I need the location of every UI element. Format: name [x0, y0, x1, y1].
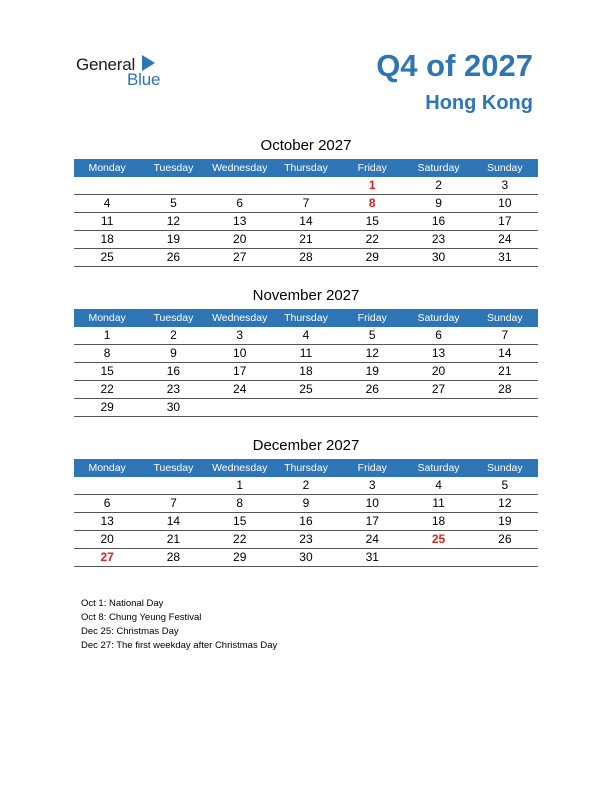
day-cell: 14: [299, 214, 313, 228]
day-cell: 8: [103, 346, 111, 360]
weekday-header: [74, 159, 538, 177]
day-cell: [405, 549, 471, 566]
day-cell: 8: [236, 496, 244, 510]
weekday-label: Sunday: [487, 162, 523, 174]
week-row: [74, 381, 538, 399]
day-cell: 3: [368, 478, 376, 492]
day-cell: 24: [233, 382, 247, 396]
day-cell: 26: [166, 250, 181, 264]
day-cell: 9: [302, 496, 310, 510]
day-cell: 24: [365, 532, 379, 546]
page-title: Q4 of 2027: [376, 48, 533, 83]
day-cell: 19: [498, 514, 512, 528]
day-cell: 4: [302, 328, 310, 342]
day-cell: 28: [498, 382, 512, 396]
week-row: [74, 345, 538, 363]
weekday-label: Saturday: [417, 462, 460, 474]
holiday-day-cell: 1: [368, 178, 376, 192]
weekday-label: Tuesday: [153, 162, 194, 174]
day-cell: 3: [236, 328, 244, 342]
day-cell: 31: [498, 250, 512, 264]
holiday-note: Oct 8: Chung Yeung Festival: [81, 612, 202, 623]
weekday-label: Wednesday: [212, 462, 268, 474]
day-cell: 6: [236, 196, 244, 210]
day-cell: 29: [233, 550, 247, 564]
weekday-label: Sunday: [487, 462, 523, 474]
weekday-label: Saturday: [417, 162, 460, 174]
day-cell: 5: [170, 196, 177, 210]
logo-blue-text: Blue: [127, 70, 161, 89]
day-cell: 11: [100, 214, 114, 228]
day-cell: 23: [431, 232, 446, 246]
day-cell: 6: [435, 328, 442, 342]
day-cell: [207, 399, 273, 416]
day-cell: 12: [498, 496, 512, 510]
day-cell: 3: [501, 178, 509, 192]
holiday-note: Dec 25: Christmas Day: [81, 626, 179, 637]
day-cell: 31: [365, 550, 379, 564]
calendar-grid: [74, 459, 538, 567]
week-row: [74, 513, 538, 531]
day-cell: 26: [365, 382, 379, 396]
weekday-label: Friday: [357, 312, 387, 324]
month-title: December 2027: [252, 437, 360, 454]
day-cell: 29: [100, 400, 114, 414]
day-cell: 9: [435, 196, 442, 210]
day-cell: 16: [431, 214, 446, 228]
day-cell: 21: [166, 532, 181, 546]
holiday-day-cell: 8: [368, 196, 376, 210]
weekday-label: Wednesday: [212, 312, 268, 324]
day-cell: 18: [100, 232, 114, 246]
day-cell: [339, 399, 405, 416]
region-title: Hong Kong: [425, 92, 533, 114]
day-cell: 4: [103, 196, 111, 210]
day-cell: 21: [299, 232, 313, 246]
day-cell: 15: [233, 514, 247, 528]
day-cell: 10: [365, 496, 379, 510]
month-title: November 2027: [252, 287, 360, 304]
day-cell: 15: [365, 214, 379, 228]
calendar-grid: [74, 309, 538, 417]
week-row: [74, 477, 538, 495]
week-row: [74, 327, 538, 345]
logo-flag-icon: [142, 55, 155, 71]
day-cell: 7: [501, 328, 509, 342]
day-cell: 18: [431, 514, 446, 528]
day-cell: 28: [299, 250, 313, 264]
day-cell: 20: [431, 364, 446, 378]
day-cell: 16: [299, 514, 313, 528]
day-cell: 13: [100, 514, 114, 528]
week-row: [74, 195, 538, 213]
day-cell: 19: [166, 232, 181, 246]
day-cell: 15: [100, 364, 114, 378]
day-cell: 17: [498, 214, 512, 228]
holiday-note: Dec 27: The first weekday after Christmas Day: [81, 640, 278, 651]
logo: [76, 53, 176, 89]
holiday-note: Oct 1: National Day: [81, 598, 164, 609]
day-cell: 13: [431, 346, 446, 360]
weekday-label: Tuesday: [153, 462, 194, 474]
weekday-label: Thursday: [284, 162, 328, 174]
day-cell: 24: [498, 232, 512, 246]
day-cell: 17: [365, 514, 379, 528]
day-cell: 11: [299, 346, 313, 360]
day-cell: [207, 177, 273, 194]
week-row: [74, 363, 538, 381]
day-cell: 17: [233, 364, 247, 378]
day-cell: 12: [365, 346, 379, 360]
day-cell: 14: [166, 514, 181, 528]
week-row: [74, 231, 538, 249]
weekday-label: Monday: [88, 462, 126, 474]
day-cell: [472, 399, 538, 416]
week-row: [74, 399, 538, 417]
weekday-header: [74, 309, 538, 327]
weekday-label: Sunday: [487, 312, 523, 324]
day-cell: 20: [233, 232, 247, 246]
day-cell: 23: [166, 382, 181, 396]
day-cell: 7: [170, 496, 177, 510]
day-cell: 5: [501, 478, 509, 492]
day-cell: [273, 177, 339, 194]
day-cell: 1: [103, 328, 111, 342]
day-cell: 9: [170, 346, 177, 360]
day-cell: [405, 399, 471, 416]
day-cell: 2: [302, 478, 310, 492]
weekday-label: Friday: [357, 462, 387, 474]
day-cell: 25: [299, 382, 313, 396]
weekday-label: Tuesday: [153, 312, 194, 324]
day-cell: 19: [365, 364, 379, 378]
day-cell: 30: [299, 550, 313, 564]
month-october: [74, 136, 538, 267]
day-cell: 27: [233, 250, 247, 264]
day-cell: 26: [498, 532, 512, 546]
day-cell: 22: [100, 382, 114, 396]
logo-general-text: General: [76, 55, 136, 74]
day-cell: [74, 477, 140, 494]
week-row: [74, 549, 538, 567]
weekday-header: [74, 459, 538, 477]
day-cell: 11: [432, 496, 445, 510]
day-cell: 13: [233, 214, 247, 228]
day-cell: 16: [166, 364, 181, 378]
week-row: [74, 213, 538, 231]
day-cell: 21: [498, 364, 512, 378]
day-cell: 18: [299, 364, 313, 378]
day-cell: 2: [435, 178, 442, 192]
day-cell: 22: [365, 232, 379, 246]
day-cell: 10: [233, 346, 247, 360]
day-cell: 30: [431, 250, 446, 264]
week-row: [74, 177, 538, 195]
day-cell: [74, 177, 140, 194]
holiday-notes: [81, 597, 277, 653]
weekday-label: Thursday: [284, 462, 328, 474]
holiday-day-cell: 25: [431, 532, 446, 546]
day-cell: [273, 399, 339, 416]
day-cell: 20: [100, 532, 114, 546]
day-cell: 14: [498, 346, 512, 360]
day-cell: [140, 177, 206, 194]
weekday-label: Thursday: [284, 312, 328, 324]
day-cell: 23: [299, 532, 313, 546]
day-cell: 28: [166, 550, 181, 564]
day-cell: 1: [236, 478, 244, 492]
month-november: [74, 286, 538, 417]
day-cell: [472, 549, 538, 566]
week-row: [74, 249, 538, 267]
weekday-label: Saturday: [417, 312, 460, 324]
day-cell: 27: [431, 382, 446, 396]
day-cell: 2: [170, 328, 177, 342]
week-row: [74, 531, 538, 549]
weekday-label: Wednesday: [212, 162, 268, 174]
weekday-label: Monday: [88, 312, 126, 324]
day-cell: 22: [233, 532, 247, 546]
day-cell: 25: [100, 250, 114, 264]
weekday-label: Monday: [88, 162, 126, 174]
day-cell: 10: [498, 196, 512, 210]
holiday-day-cell: 27: [100, 550, 114, 564]
day-cell: 30: [166, 400, 181, 414]
day-cell: 5: [368, 328, 376, 342]
month-title: October 2027: [260, 137, 352, 154]
day-cell: 4: [435, 478, 442, 492]
day-cell: 29: [365, 250, 379, 264]
day-cell: 12: [166, 214, 181, 228]
month-december: [74, 436, 538, 567]
weekday-label: Friday: [357, 162, 387, 174]
week-row: [74, 495, 538, 513]
calendar-grid: [74, 159, 538, 267]
day-cell: 7: [302, 196, 310, 210]
day-cell: [140, 477, 206, 494]
day-cell: 6: [103, 496, 111, 510]
